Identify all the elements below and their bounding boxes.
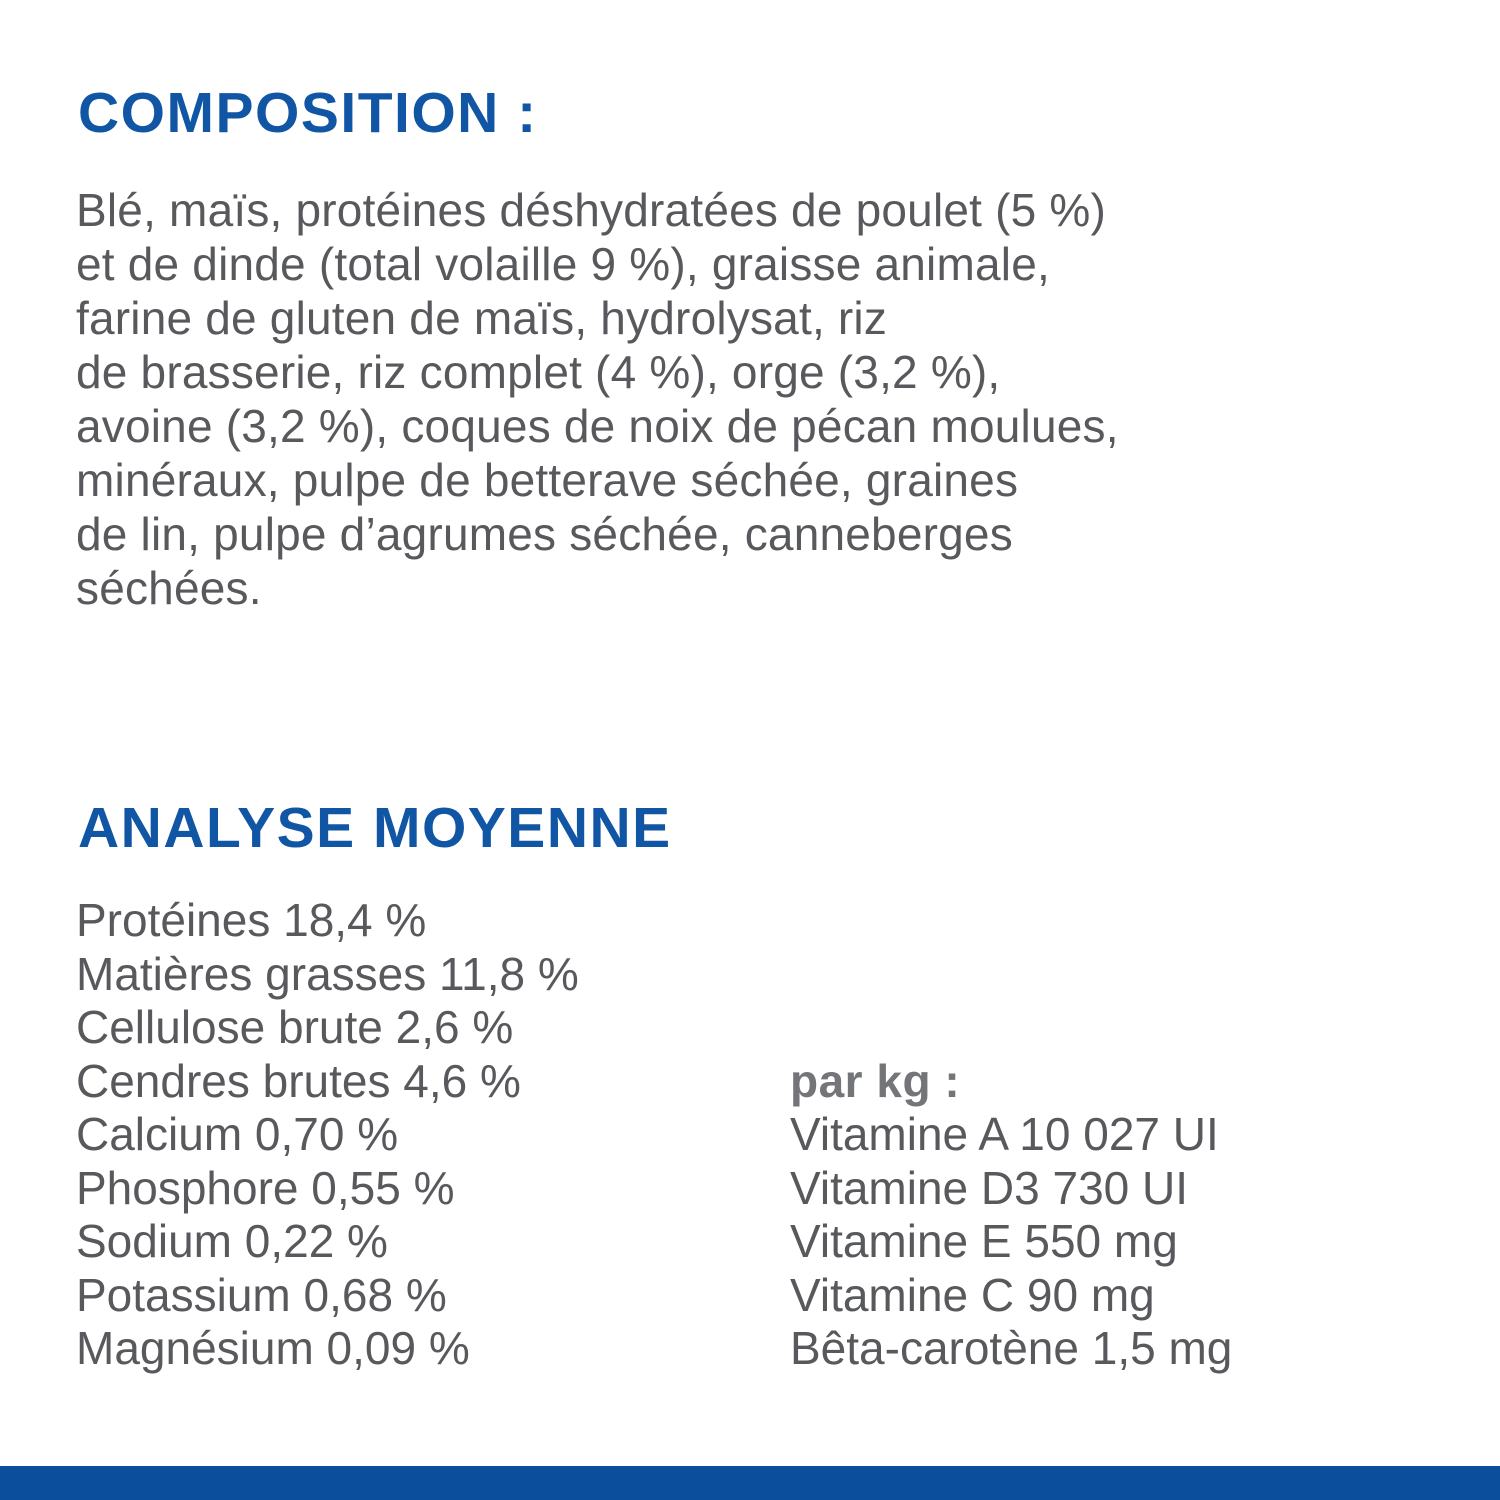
- analysis-vitamin: Vitamine D3 730 UI: [790, 1161, 1189, 1214]
- analysis-nutrient: Cellulose brute 2,6 %: [76, 1001, 514, 1053]
- composition-line: et de dinde (total volaille 9 %), graisse animale,: [76, 238, 1050, 290]
- analysis-row: [76, 1000, 1232, 1054]
- analysis-nutrient: Protéines 18,4 %: [76, 894, 427, 946]
- bottom-accent-bar: [0, 1466, 1500, 1500]
- analysis-row: [76, 1107, 1232, 1161]
- analysis-nutrient: Phosphore 0,55 %: [76, 1161, 455, 1214]
- analysis-nutrient: Magnésium 0,09 %: [76, 1322, 470, 1374]
- composition-line: Blé, maïs, protéines déshydratées de poulet (5 %): [76, 184, 1107, 236]
- analysis-row: [76, 893, 1232, 947]
- analysis-vitamin: Bêta-carotène 1,5 mg: [790, 1322, 1233, 1374]
- composition-line: farine de gluten de maïs, hydrolysat, riz: [76, 292, 888, 344]
- composition-line: avoine (3,2 %), coques de noix de pécan moulues,: [76, 400, 1119, 452]
- composition-heading: COMPOSITION :: [78, 81, 538, 145]
- analysis-vitamin: Vitamine C 90 mg: [790, 1268, 1155, 1321]
- per-kg-label: par kg :: [790, 1054, 961, 1107]
- analysis-vitamin: Vitamine E 550 mg: [790, 1215, 1178, 1267]
- analysis-nutrient: Cendres brutes 4,6 %: [76, 1054, 521, 1107]
- composition-line: de lin, pulpe d’agrumes séchée, canneberges: [76, 508, 1013, 560]
- analysis-row: [76, 1214, 1232, 1268]
- analysis-row: [76, 1321, 1232, 1375]
- analysis-nutrient: Sodium 0,22 %: [76, 1215, 388, 1267]
- analysis-row: [76, 1161, 1232, 1215]
- composition-line: minéraux, pulpe de betterave séchée, graines: [76, 454, 1019, 506]
- analysis-heading: ANALYSE MOYENNE: [78, 796, 672, 860]
- analysis-row: [76, 1268, 1232, 1322]
- analysis-row: [76, 947, 1232, 1001]
- analysis-nutrient: Calcium 0,70 %: [76, 1108, 399, 1160]
- analysis-table: [76, 893, 1232, 1375]
- analysis-vitamin: Vitamine A 10 027 UI: [790, 1108, 1219, 1160]
- composition-line: séchées.: [76, 562, 262, 614]
- analysis-nutrient: Matières grasses 11,8 %: [76, 947, 579, 1000]
- composition-text: [76, 183, 1119, 615]
- analysis-row: [76, 1054, 1232, 1108]
- composition-line: de brasserie, riz complet (4 %), orge (3,2 %),: [76, 346, 1001, 398]
- analysis-nutrient: Potassium 0,68 %: [76, 1268, 447, 1321]
